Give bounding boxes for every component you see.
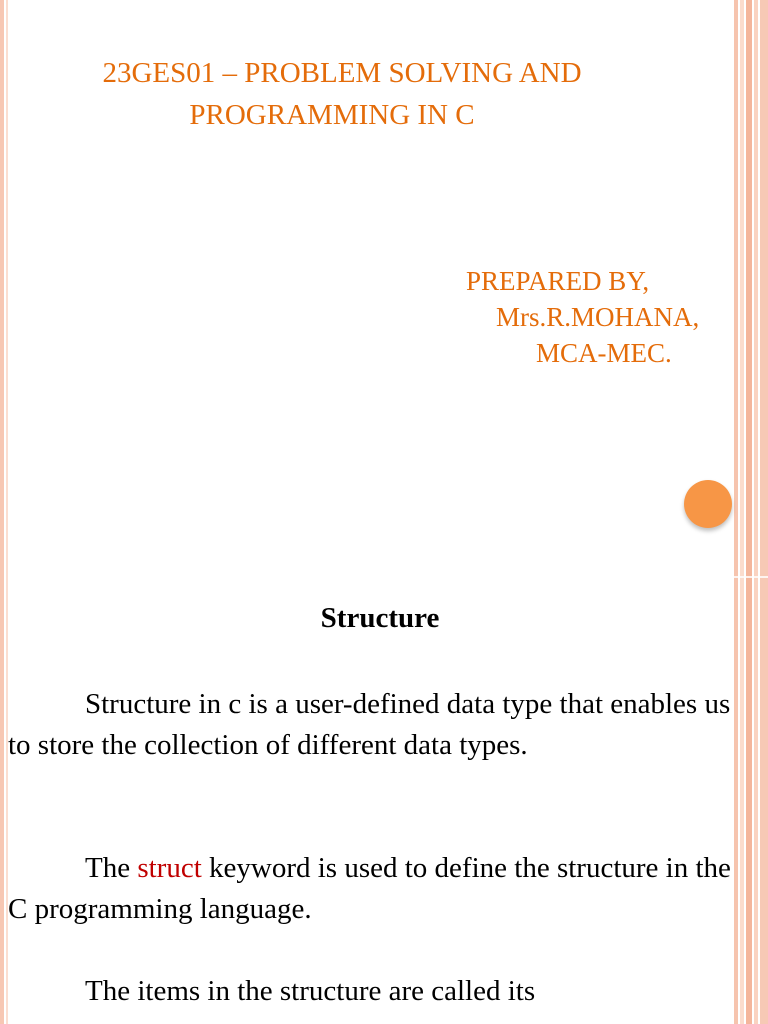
prepared-by-label: PREPARED BY,	[466, 266, 650, 296]
left-border-strip	[0, 0, 4, 1024]
paragraph-definition: Structure in c is a user-defined data type that enables us to store the collection of different data types.	[8, 688, 731, 761]
slide-title	[0, 52, 684, 136]
paragraph-text: keyword is used to define the structure in the C programming language.	[8, 852, 731, 925]
right-border-strip	[740, 0, 744, 1024]
author-name: Mrs.R.MOHANA,	[496, 302, 700, 332]
slide-title-line-2: PROGRAMMING IN C	[189, 99, 475, 131]
paragraph-struct-keyword	[8, 848, 732, 930]
slide-title-line-1: 23GES01 – PROBLEM SOLVING AND	[102, 57, 582, 89]
section-heading: Structure	[320, 602, 440, 634]
right-border-strip	[746, 0, 752, 1024]
right-border-strip	[754, 0, 758, 1024]
right-border-strip	[760, 0, 768, 1024]
author-department: MCA-MEC.	[536, 338, 672, 368]
prepared-by-block	[466, 263, 699, 371]
struct-keyword: struct	[137, 852, 202, 884]
paragraph-text: The	[85, 852, 138, 884]
paragraph-members: The items in the structure are called its	[85, 975, 536, 1007]
right-border-strip	[734, 0, 738, 1024]
slide-divider	[734, 576, 768, 578]
orange-circle-decoration	[684, 480, 732, 528]
